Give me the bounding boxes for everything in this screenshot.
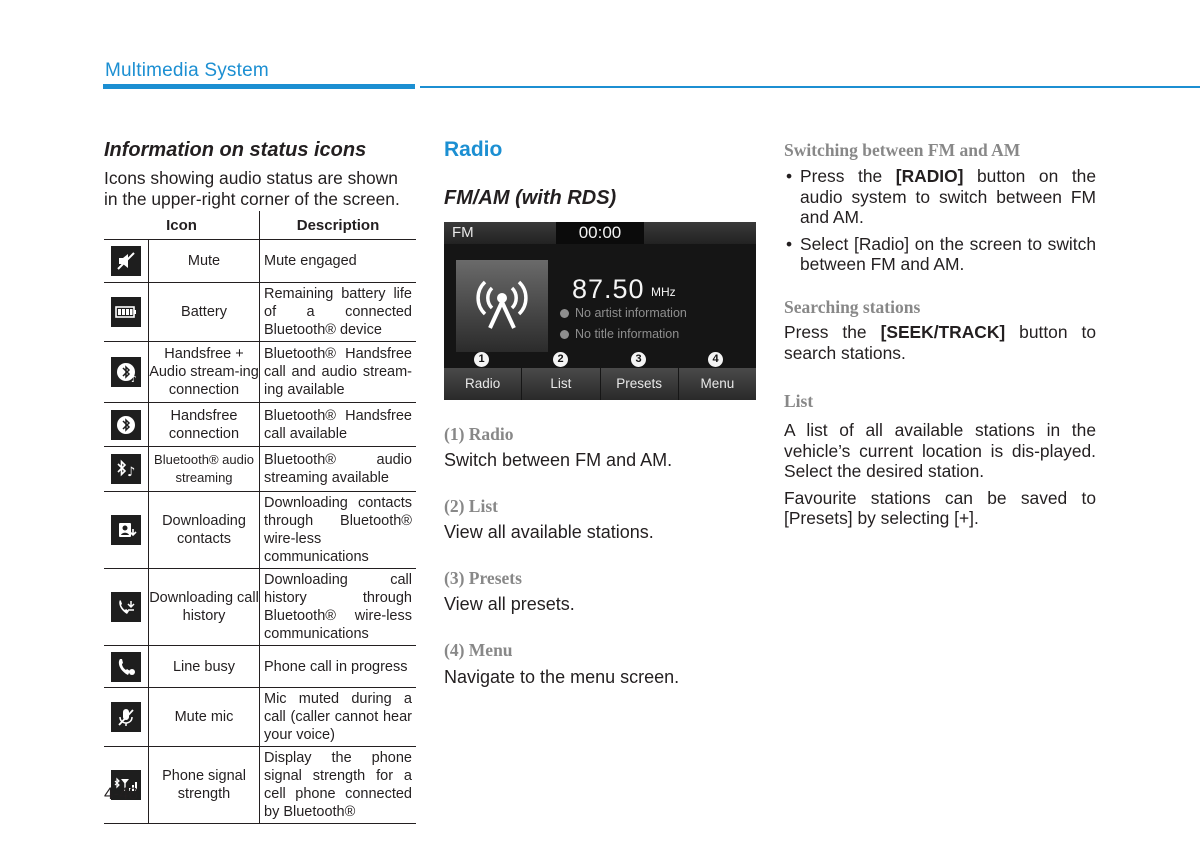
table-header-description: Description [260,211,417,240]
screen-band: FM [452,224,474,241]
icon-description: Bluetooth® audio streaming available [260,447,417,492]
item-text-list: View all available stations. [444,522,654,542]
icon-description: Display the phone signal strength for a cell phone connected by Bluetooth® [260,747,417,824]
screen-list-button[interactable]: List [522,368,600,400]
list-heading: List [784,391,814,411]
searching-text-post: button to search stations. [784,322,1096,363]
radio-screen [444,222,756,400]
icon-name: Handsfree connection [149,403,260,447]
icon-name: Battery [149,283,260,342]
searching-text [784,322,1096,363]
header-rule-thin [420,86,1200,88]
item-text-radio: Switch between FM and AM. [444,450,673,470]
switching-bullet-1 [784,166,1096,228]
table-row [104,342,416,403]
screen-radio-button[interactable]: Radio [444,368,522,400]
switching-heading: Switching between FM and AM [784,140,1021,160]
screen-artist-text: No artist information [575,306,687,320]
svg-text:♪: ♪ [131,375,137,385]
bullet: • [786,233,793,254]
icon-description: Remaining battery life of a connected Bluetooth® device [260,283,417,342]
table-header-icon: Icon [104,211,260,240]
item-text-menu: Navigate to the menu screen. [444,667,680,687]
table-header-row [104,211,416,240]
table-row [104,569,416,646]
icon-name: Handsfree + Audio stream-ing connection [149,342,260,403]
icon-description: Bluetooth® Handsfree call and audio stream-ing available [260,342,417,403]
section-header: Multimedia System [105,60,269,81]
icon-name: Line busy [149,646,260,688]
svg-text:♪: ♪ [127,465,136,480]
status-icons-section [104,138,416,210]
icon-description: Mute engaged [260,240,417,283]
item-heading-menu: (4) Menu [444,640,513,660]
icon-description: Downloading call history through Bluetooth® wire-less communications [260,569,417,646]
icon-description: Phone call in progress [260,646,417,688]
bluetooth-audio-icon [111,454,141,484]
bluetooth-handsfree-icon [111,410,141,440]
callout-2: 2 [553,352,568,367]
icon-description: Bluetooth® Handsfree call available [260,403,417,447]
screen-title-text: No title information [575,327,680,341]
mute-mic-icon [111,702,141,732]
battery-icon [111,297,141,327]
seek-track-key: [SEEK/TRACK] [880,322,1006,342]
radio-key: [RADIO] [895,166,964,186]
icon-name: Downloading contacts [149,492,260,569]
screen-title-info [560,327,679,341]
icon-name: Phone signal strength [149,747,260,824]
table-row [104,747,416,824]
table-row [104,688,416,747]
switching-section [784,140,1096,275]
screen-artist-info [560,306,687,320]
radio-antenna-icon [456,260,548,352]
list-text-2: Favourite stations can be saved to [Presets] by selecting [+]. [784,487,1096,528]
bullet-text: Select [Radio] on the screen to switch between FM and AM. [800,233,1096,274]
mute-icon [111,246,141,276]
fmam-subtitle: FM/AM (with RDS) [444,187,617,209]
searching-heading: Searching stations [784,297,921,317]
item-heading-presets: (3) Presets [444,568,522,588]
item-heading-radio: (1) Radio [444,424,514,444]
bullet-text: Press the [800,166,896,186]
icon-name: Mute [149,240,260,283]
callout-1: 1 [474,352,489,367]
screen-unit: MHz [651,285,676,299]
person-icon [560,309,569,318]
screen-menu-button[interactable]: Menu [700,376,735,391]
bluetooth-handsfree-audio-icon [111,357,141,387]
bullet: • [786,166,793,186]
icon-name: Downloading call history [149,569,260,646]
screen-presets-button[interactable]: Presets [601,368,679,400]
callout-3: 3 [631,352,646,367]
header-rule-thick [103,84,415,89]
icon-description: Mic muted during a call (caller cannot hear your voice) [260,688,417,747]
table-row [104,283,416,342]
searching-section [784,297,1096,363]
download-contacts-icon [111,515,141,545]
table-row [104,447,416,492]
table-row [104,492,416,569]
icon-name: Mute mic [149,688,260,747]
table-row [104,403,416,447]
status-icons-title: Information on status icons [104,139,367,161]
status-icons-intro: Icons showing audio status are shown in the upper-right corner of the screen. [104,168,400,209]
table-row [104,240,416,283]
bullet-text: button on the audio system to switch between FM and AM. [800,166,1096,227]
music-note-icon [560,330,569,339]
screen-callout-numbers [444,352,756,368]
list-text-1: A list of all available stations in the vehicle’s current location is dis-played. Select the desired station. [784,420,1096,481]
page-number: 4-48 [104,784,139,803]
icon-name: Bluetooth® audio streaming [149,447,260,492]
screen-menu-bar [444,368,756,400]
callout-4: 4 [708,352,723,367]
searching-text-pre: Press the [784,322,881,342]
screen-clock: 00:00 [556,222,644,244]
status-icons-table [104,211,416,824]
line-busy-icon [111,652,141,682]
item-heading-list: (2) List [444,496,498,516]
table-row [104,646,416,688]
list-section [784,391,1096,529]
download-call-history-icon [111,592,141,622]
item-text-presets: View all presets. [444,594,575,614]
switching-bullet-2 [784,234,1096,275]
icon-description: Downloading contacts through Bluetooth® wire-less communications [260,492,417,569]
radio-title: Radio [444,138,503,161]
screen-frequency: 87.50 [572,274,645,304]
